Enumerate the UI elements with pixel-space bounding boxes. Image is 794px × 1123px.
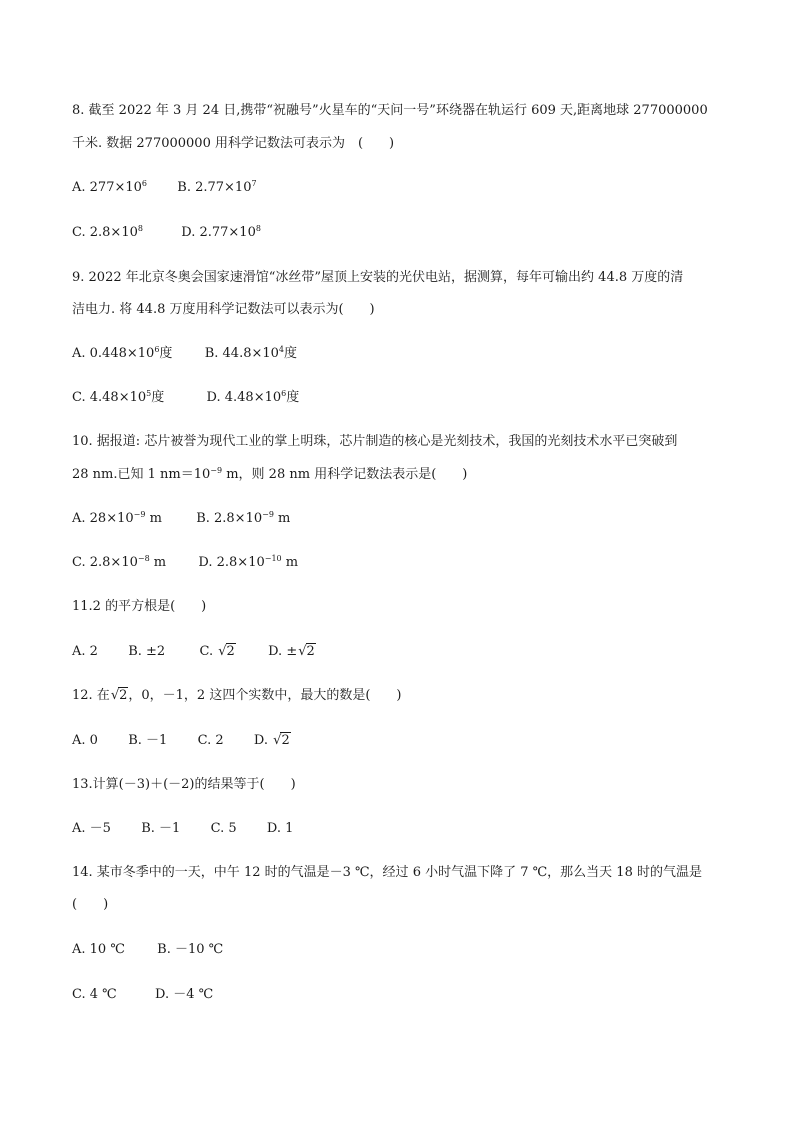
question-9-stem-line-2: 洁电力. 将 44.8 万度用科学记数法可以表示为( ) — [72, 302, 375, 317]
question-9-stem-line-1: 9. 2022 年北京冬奥会国家速滑馆“冰丝带”屋顶上安装的光伏电站，据测算，每年可输出约 44.8 万度的清 — [72, 270, 684, 285]
option-a: A. 2 — [72, 644, 98, 659]
sqrt-symbol: √2 — [110, 688, 128, 703]
question-13-stem: 13.计算(－3)＋(－2)的结果等于( ) — [72, 777, 296, 792]
question-8-options-row-2 — [72, 225, 261, 241]
option-a: A. $277\times 10^6$ — [72, 179, 147, 195]
question-10-stem-line-2: 28 nm.已知 1 $nm=10^{-9}$ m，则 28 nm 用科学记数法表示是( ) — [72, 466, 468, 482]
sqrt-symbol: √2 — [273, 733, 290, 748]
option-d: D. $2.77\times 10^8$ — [181, 224, 261, 240]
question-10-options-row-2 — [72, 555, 298, 571]
option-d: D. √2 — [253, 733, 290, 748]
option-c: C. $4.48\times 10^5$度 — [72, 389, 165, 405]
question-13-options — [72, 821, 293, 837]
option-c: C. √2 — [199, 644, 235, 659]
option-c: C. 4 ℃ — [72, 987, 117, 1002]
option-a: A. $28\times 10^{-9}$ m — [72, 510, 162, 526]
option-d: D. 1 — [266, 821, 294, 836]
question-14-options-row-2 — [72, 987, 213, 1003]
question-9-options-row-2 — [72, 390, 299, 406]
question-12-options — [72, 733, 291, 749]
question-12-stem: 12. 在√2，0，－1，2 这四个实数中，最大的数是( ) — [72, 688, 402, 703]
option-d: D. －4 ℃ — [154, 987, 214, 1002]
option-b: B. －10 ℃ — [157, 942, 224, 957]
question-8-stem-line-2: 千米. 数据 277000000 用科学记数法可表示为 ( ) — [72, 136, 395, 151]
option-b: B. ±2 — [128, 644, 166, 659]
option-b: B. －1 — [141, 821, 181, 836]
option-c: C. 5 — [210, 821, 237, 836]
question-8-stem-line-1: 8. 截至 2022 年 3 月 24 日,携带“祝融号”火星车的“天问一号”环绕器在轨运行 609 天,距离地球 277000000 — [72, 103, 708, 118]
sqrt-symbol: √2 — [298, 644, 315, 659]
option-c: C. $2.8\times 10^{-8}$ m — [72, 554, 167, 570]
question-14-options-row-1 — [72, 942, 223, 958]
option-b: B. $2.8\times 10^{-9}$ m — [196, 510, 291, 526]
option-a: A. －5 — [72, 821, 111, 836]
option-c: C. $2.8\times 10^8$ — [72, 224, 143, 240]
question-9-options-row-1 — [72, 346, 297, 362]
option-d: D. ±√2 — [268, 644, 315, 659]
question-10-stem-line-1: 10. 据报道: 芯片被誉为现代工业的掌上明珠，芯片制造的核心是光刻技术，我国的光刻技术水平已突破到 — [72, 434, 678, 449]
question-8-options-row-1 — [72, 180, 257, 196]
option-c: C. 2 — [197, 733, 224, 748]
option-d: D. $4.48\times 10^6$度 — [206, 389, 300, 405]
question-14-stem-line-1: 14. 某市冬季中的一天，中午 12 时的气温是－3 ℃，经过 6 小时气温下降了 7 ℃，那么当天 18 时的气温是 — [72, 865, 702, 880]
option-a: A. $0.448\times 10^6$度 — [72, 345, 173, 361]
option-a: A. 0 — [72, 733, 98, 748]
option-b: B. $44.8\times 10^4$度 — [204, 345, 298, 361]
sqrt-symbol: √2 — [218, 644, 235, 659]
option-d: D. $2.8\times 10^{-10}$ m — [198, 554, 299, 570]
option-b: B. －1 — [128, 733, 168, 748]
option-a: A. 10 ℃ — [72, 942, 125, 957]
option-b: B. $2.77\times 10^7$ — [177, 179, 257, 195]
question-11-stem: 11.2 的平方根是( ) — [72, 599, 207, 614]
question-14-stem-line-2: ( ) — [72, 897, 109, 912]
question-10-options-row-1 — [72, 511, 290, 527]
question-11-options — [72, 644, 316, 660]
